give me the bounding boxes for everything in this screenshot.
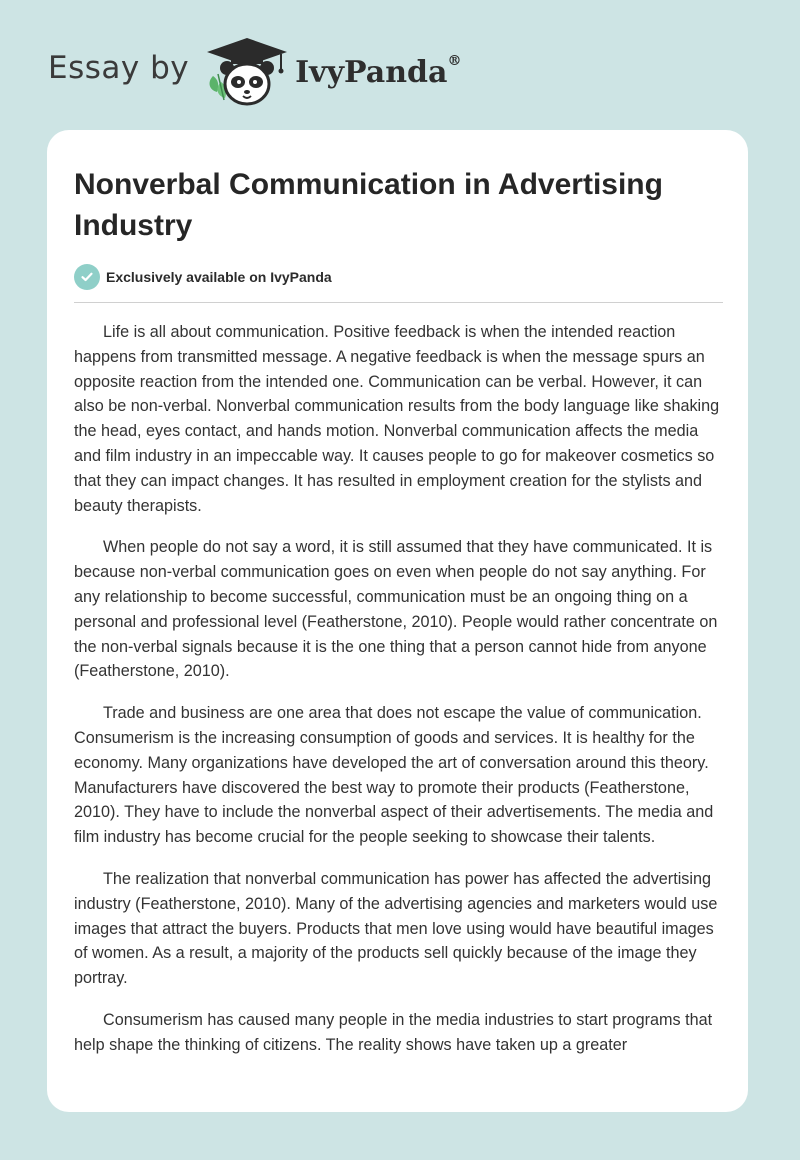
page-title: Nonverbal Communication in Advertising Industry — [74, 168, 663, 242]
paragraph: Consumerism has caused many people in the media industries to start programs that help shape the thinking of citizens. The reality shows have taken up a greater — [74, 1010, 713, 1054]
check-circle-icon — [74, 264, 100, 290]
paragraph: Life is all about communication. Positive feedback is when the intended reaction happens from transmitted message. A negative feedback is when the message spurs an opposite reaction from the intended one. Communication can be verbal. However, it can also be non-verbal. Nonverbal communication results from the body language like shaking the head, eyes contact, and hands motion. Nonverbal communication affects the media and film industry in an impeccable way. It causes people to go for makeover cosmetics so that they can impact changes. It has resulted in employment creation for the stylists and beauty therapists. — [74, 323, 720, 515]
exclusive-label: Exclusively available on IvyPanda — [106, 269, 332, 285]
paragraph: Trade and business are one area that does not escape the value of communication. Consumerism is the increasing consumption of goods and services. It is healthy for the economy. Many organizations have developed the art of conversation around this theory. Manufacturers have discovered the best way to promote their products (Featherstone, 2010). They have to include the nonverbal aspect of their advertisements. The media and film industry has become crucial for the people seeking to showcase their talents. — [74, 704, 714, 847]
panda-graduation-cap-icon — [203, 36, 291, 108]
exclusive-badge — [74, 264, 332, 290]
divider — [74, 302, 723, 303]
essay-by-label: Essay by — [48, 50, 190, 86]
paragraph: When people do not say a word, it is still assumed that they have communicated. It is because non-verbal communication goes on even when people do not say anything. For any relationship to become successful, communication must be an ongoing thing on a personal and professional level (Featherstone, 2010). People would rather concentrate on the non-verbal signals because it is the one thing that a person cannot hide from anyone (Featherstone, 2010). — [74, 538, 718, 681]
paragraph: The realization that nonverbal communication has power has affected the advertising industry (Featherstone, 2010). Many of the advertising agencies and marketers would use images that attract the buyers. Products that men love using would have beautiful images of women. As a result, a majority of the products sell quickly because of the image they portray. — [74, 869, 718, 988]
essay-body — [74, 320, 724, 1075]
brand-name: IvyPanda® — [295, 52, 462, 90]
brand-header[interactable] — [48, 36, 461, 108]
registered-mark: ® — [447, 52, 462, 69]
essay-card — [47, 130, 748, 1112]
